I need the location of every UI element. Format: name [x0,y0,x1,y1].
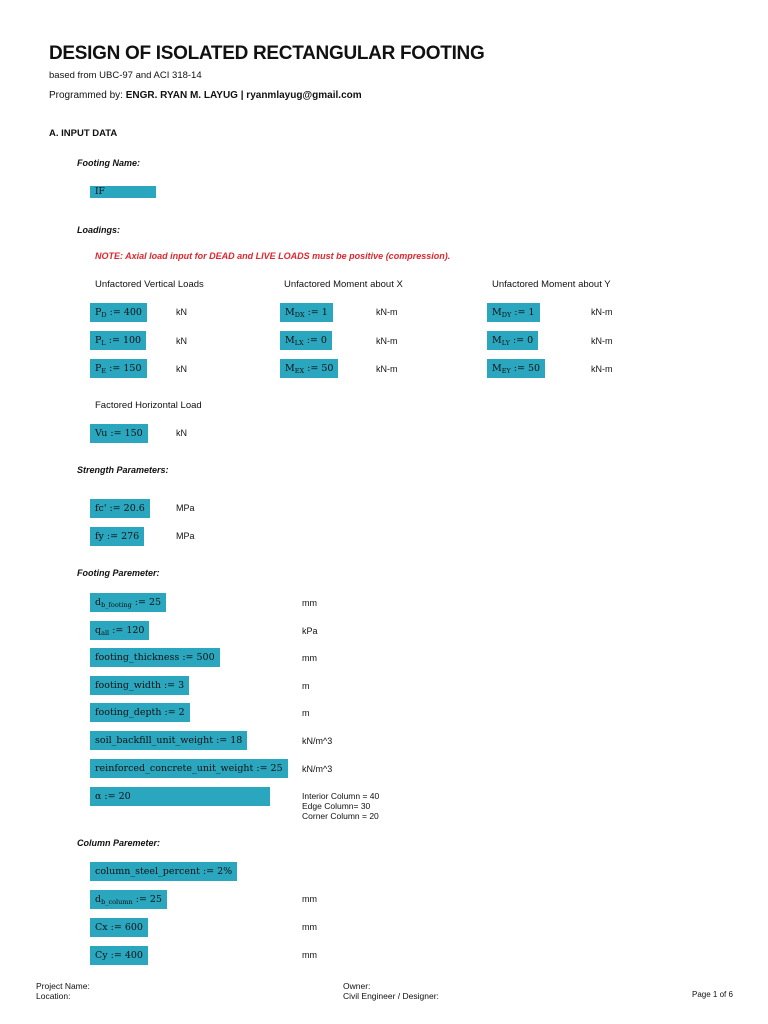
fy-unit: MPa [176,531,195,541]
db-column-input[interactable]: $d_{b\_column}$ := 25 [90,890,167,909]
vertical-loads-title: Unfactored Vertical Loads [95,279,204,290]
mdx-input[interactable]: $M_{DX}$ := 1 [280,303,333,322]
pd-unit: kN [176,307,187,317]
alpha-edge: Edge Column= 30 [302,801,371,811]
footer-page-number: Page 1 of 6 [692,990,733,999]
pe-unit: kN [176,364,187,374]
loadings-heading: Loadings: [77,225,120,235]
qall-unit: kPa [302,626,318,636]
db-column-unit: mm [302,894,317,904]
fc-unit: MPa [176,503,195,513]
cx-unit: mm [302,922,317,932]
mdx-unit: kN-m [376,307,398,317]
db-footing-input[interactable]: $d_{b\_footing}$ := 25 [90,593,166,612]
mdy-unit: kN-m [591,307,613,317]
programmer-line [49,90,362,101]
pe-input[interactable]: $P_E$ := 150 [90,359,147,378]
mdy-input[interactable]: $M_{DY}$ := 1 [487,303,540,322]
concrete-unit-weight-unit: kN/m^3 [302,764,333,774]
programmer-name: ENGR. RYAN M. LAYUG | ryanmlayug@gmail.com [125,90,362,101]
soil-unit-weight-unit: kN/m^3 [302,736,333,746]
mlx-input[interactable]: $M_{LX}$ := 0 [280,331,332,350]
column-parameter-heading: Column Paremeter: [77,838,161,848]
mey-input[interactable]: $M_{EY}$ := 50 [487,359,545,378]
footing-name-input[interactable]: IF [90,186,156,198]
pl-input[interactable]: $P_L$ := 100 [90,331,146,350]
footing-thickness-unit: mm [302,653,317,663]
footer-project-name: Project Name: [36,981,90,991]
footing-width-input[interactable]: footing_width := 3 [90,676,189,695]
alpha-interior: Interior Column = 40 [302,791,380,801]
mex-unit: kN-m [376,364,398,374]
mly-unit: kN-m [591,336,613,346]
footer-location: Location: [36,991,71,1001]
pd-input[interactable]: $P_D$ := 400 [90,303,147,322]
db-footing-unit: mm [302,598,317,608]
axial-load-note: NOTE: Axial load input for DEAD and LIVE LOADS must be positive (compression). [95,251,451,261]
page-title: DESIGN OF ISOLATED RECTANGULAR FOOTING [49,43,485,64]
horizontal-load-title: Factored Horizontal Load [95,400,202,411]
footing-parameter-heading: Footing Paremeter: [77,568,160,578]
soil-unit-weight-input[interactable]: soil_backfill_unit_weight := 18 [90,731,247,750]
alpha-corner: Corner Column = 20 [302,811,379,821]
column-steel-percent-input[interactable]: column_steel_percent := 2% [90,862,237,881]
moment-y-title: Unfactored Moment about Y [492,279,611,290]
footing-thickness-input[interactable]: footing_thickness := 500 [90,648,220,667]
footer-owner: Owner: [343,981,371,991]
moment-x-title: Unfactored Moment about X [284,279,403,290]
alpha-input[interactable]: α := 20 [90,787,270,806]
section-heading-input-data: A. INPUT DATA [49,128,118,139]
cy-unit: mm [302,950,317,960]
footing-depth-unit: m [302,708,310,718]
pl-unit: kN [176,336,187,346]
qall-input[interactable]: $q_{all}$ := 120 [90,621,149,640]
mey-unit: kN-m [591,364,613,374]
footer-designer: Civil Engineer / Designer: [343,991,439,1001]
footing-width-unit: m [302,681,310,691]
concrete-unit-weight-input[interactable]: reinforced_concrete_unit_weight := 25 [90,759,288,778]
vu-unit: kN [176,428,187,438]
strength-heading: Strength Parameters: [77,465,169,475]
fc-input[interactable]: fc' := 20.6 [90,499,150,518]
vu-input[interactable]: Vu := 150 [90,424,148,443]
mly-input[interactable]: $M_{LY}$ := 0 [487,331,538,350]
cy-input[interactable]: Cy := 400 [90,946,148,965]
programmed-label: Programmed by: [49,90,123,101]
mlx-unit: kN-m [376,336,398,346]
alpha-options [302,791,379,821]
cx-input[interactable]: Cx := 600 [90,918,148,937]
page-subtitle: based from UBC-97 and ACI 318-14 [49,70,202,81]
footing-depth-input[interactable]: footing_depth := 2 [90,703,190,722]
mex-input[interactable]: $M_{EX}$ := 50 [280,359,338,378]
fy-input[interactable]: fy := 276 [90,527,144,546]
footing-name-heading: Footing Name: [77,158,140,168]
